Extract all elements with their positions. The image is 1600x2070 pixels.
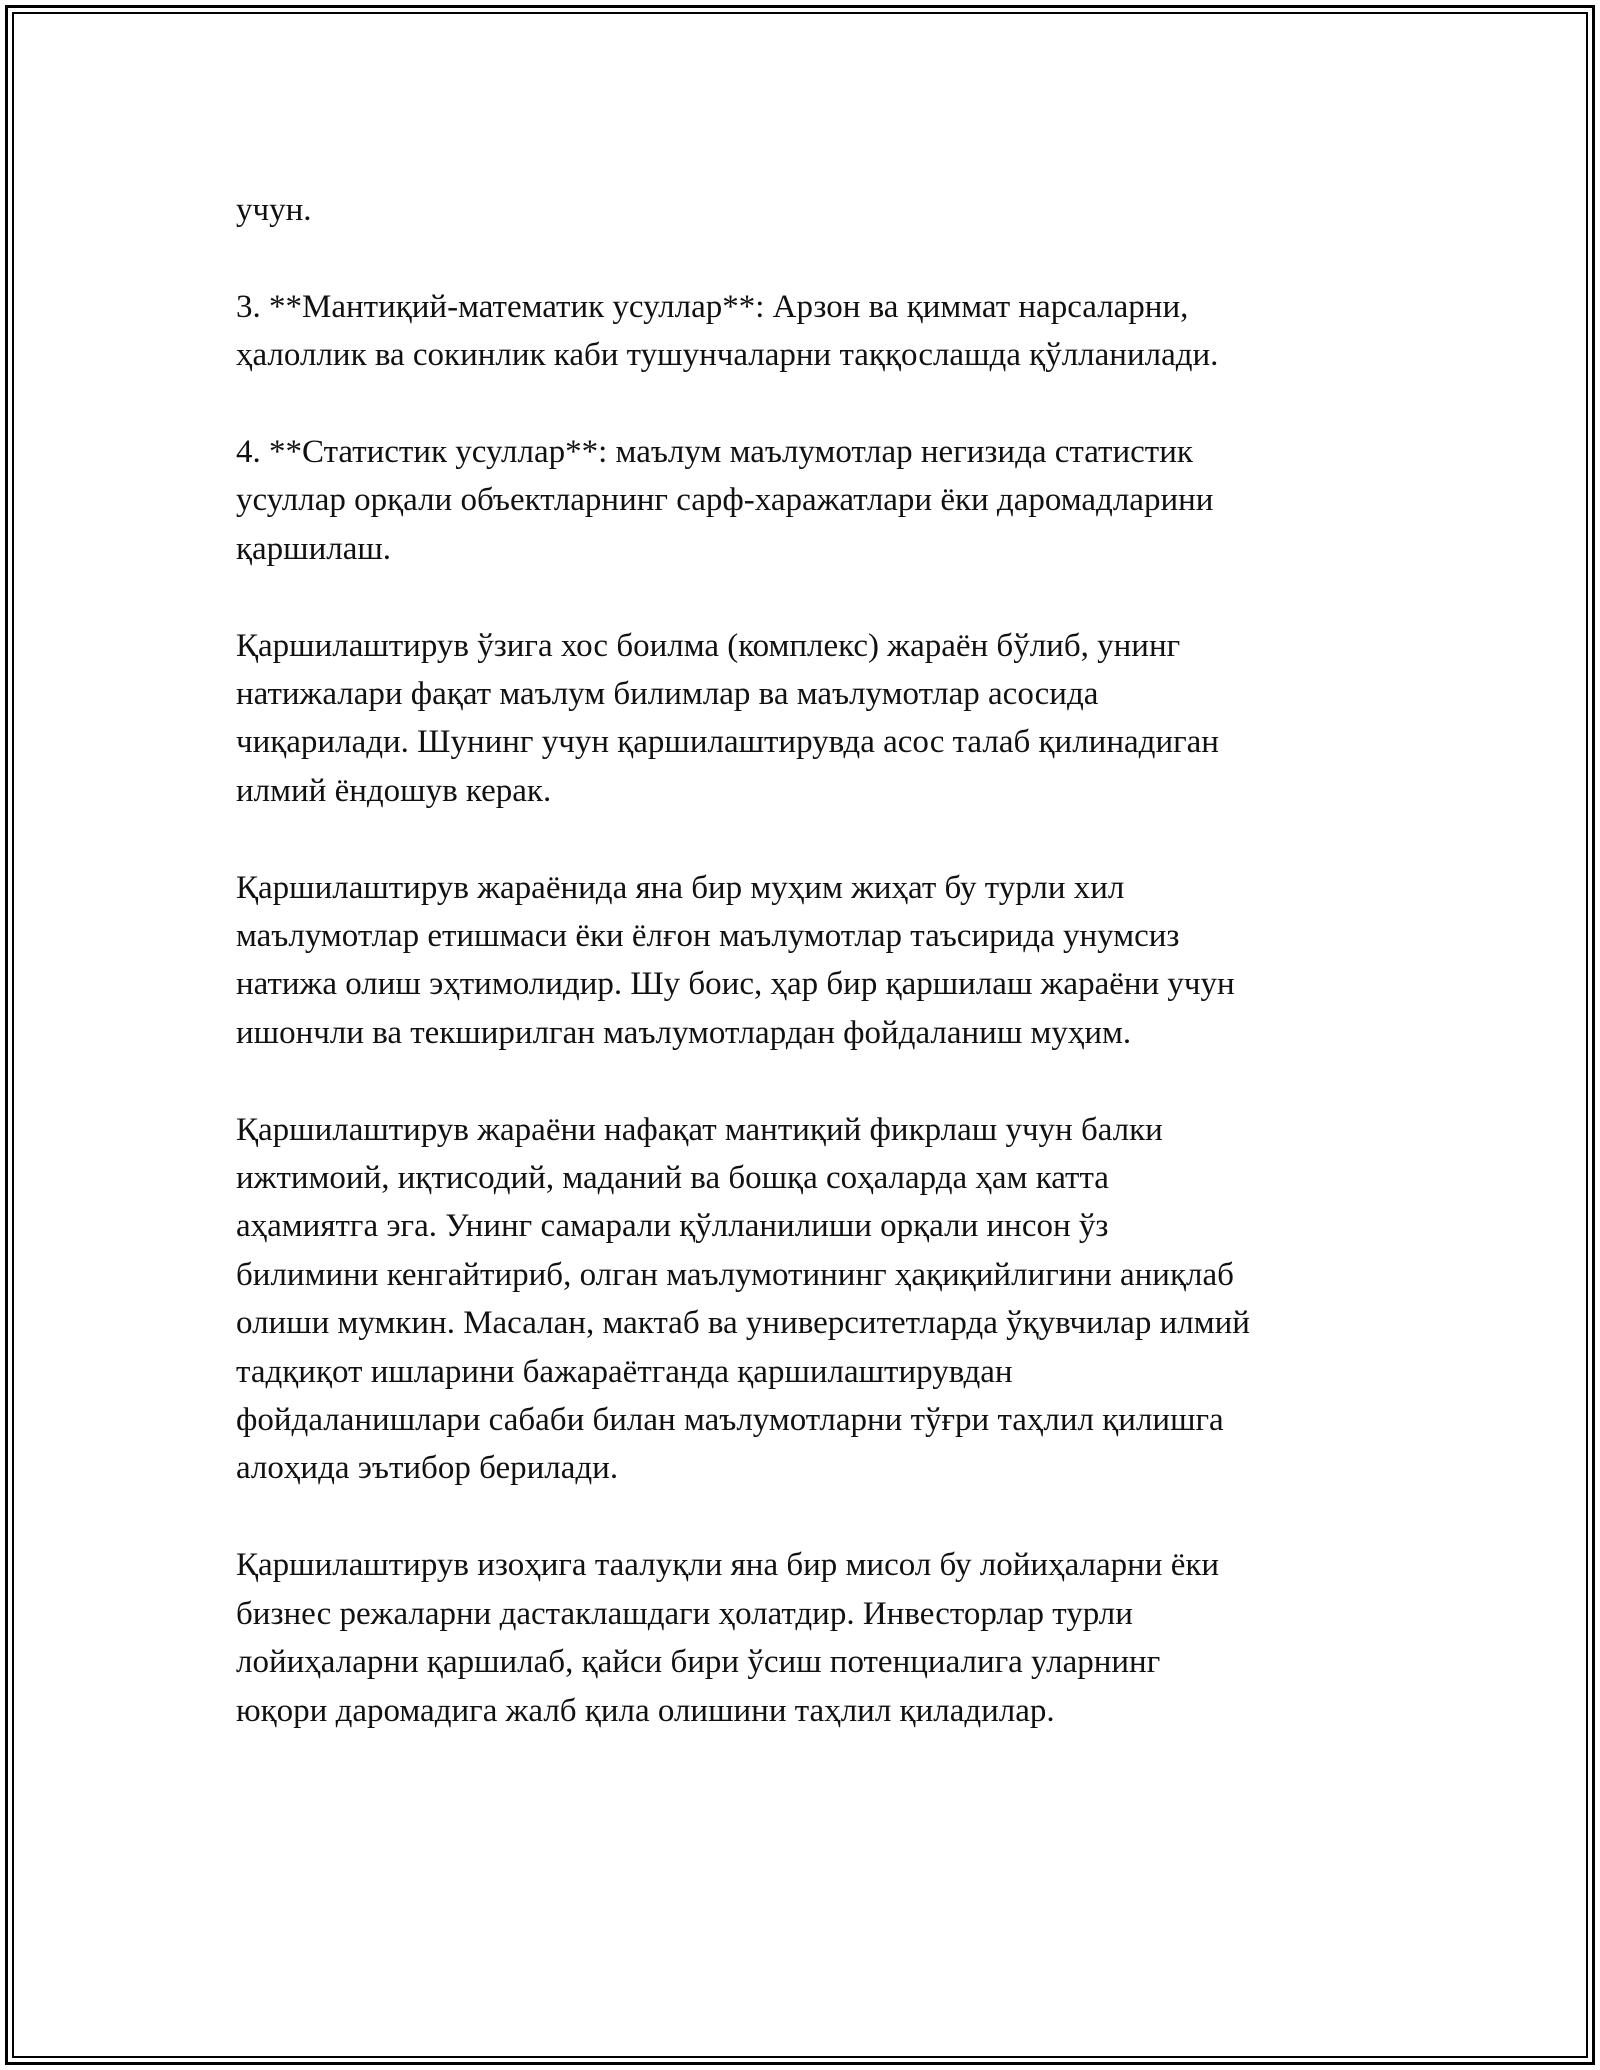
text-line: ижтимоий, иқтисодий, маданий ва бошқа соҳаларда ҳам катта (236, 1160, 1109, 1197)
text-line: лойиҳаларни қаршилаб, қайси бири ўсиш потенциалига уларнинг (236, 1644, 1161, 1681)
text-line: илмий ёндошув керак. (236, 772, 552, 809)
text-line: маълумотлар етишмаси ёки ёлғон маълумотлар таъсирида унумсиз (236, 918, 1180, 955)
text-line: 3. **Мантиқий-математик усуллар**: Арзон ва қиммат нарсаларни, (236, 288, 1189, 325)
paragraph (236, 1106, 1376, 1493)
paragraph (236, 428, 1376, 573)
text-line: аҳамиятга эга. Унинг самарали қўлланилиши орқали инсон ўз (236, 1208, 1109, 1245)
paragraph (236, 283, 1376, 380)
text-line: Қаршилаштирув изоҳига таалуқли яна бир мисол бу лойиҳаларни ёки (236, 1547, 1220, 1584)
text-line: тадқиқот ишларини бажараётганда қаршилаштирувдан (236, 1353, 1013, 1390)
text-line: 4. **Статистик усуллар**: маълум маълумотлар негизида статистик (236, 434, 1193, 470)
text-line: алоҳида эътибор берилади. (236, 1450, 619, 1487)
paragraph (236, 622, 1376, 816)
text-line: чиқарилади. Шунинг учун қаршилаштирувда асос талаб қилинадиган (236, 724, 1219, 761)
text-line: усуллар орқали объектларнинг сарф-харажатлари ёки даромадларини (236, 482, 1214, 519)
text-line: бизнес режаларни дастаклашдаги ҳолатдир. Инвесторлар турли (236, 1595, 1133, 1632)
paragraph (236, 186, 1376, 234)
text-line: натижалари фақат маълум билимлар ва маълумотлар асосида (236, 676, 1099, 713)
text-line: Қаршилаштирув ўзига хос боилма (комплекс) жараён бўлиб, унинг (236, 627, 1181, 664)
text-line: олиши мумкин. Масалан, мактаб ва университетларда ўқувчилар илмий (236, 1305, 1250, 1342)
text-line: Қаршилаштирув жараёнида яна бир муҳим жиҳат бу турли хил (236, 869, 1125, 906)
text-line: ишончли ва текширилган маълумотлардан фойдаланиш муҳим. (236, 1014, 1132, 1051)
paragraph (236, 1541, 1376, 1735)
document-body (236, 186, 1376, 1735)
text-line: фойдаланишлари сабаби билан маълумотларни тўғри таҳлил қилишга (236, 1402, 1224, 1439)
paragraph (236, 864, 1376, 1058)
text-line: ҳалоллик ва сокинлик каби тушунчаларни таққослашда қўлланилади. (236, 337, 1219, 374)
text-line: натижа олиш эҳтимолидир. Шу боис, ҳар бир қаршилаш жараёни учун (236, 966, 1235, 1003)
text-line: Қаршилаштирув жараёни нафақат мантиқий фикрлаш учун балки (236, 1111, 1163, 1148)
text-line: қаршилаш. (236, 530, 392, 567)
text-line: юқори даромадига жалб қила олишини таҳлил қиладилар. (236, 1692, 1055, 1729)
text-line: билимини кенгайтириб, олган маълумотининг ҳақиқийлигини аниқлаб (236, 1256, 1234, 1293)
text-line: учун. (236, 192, 312, 228)
